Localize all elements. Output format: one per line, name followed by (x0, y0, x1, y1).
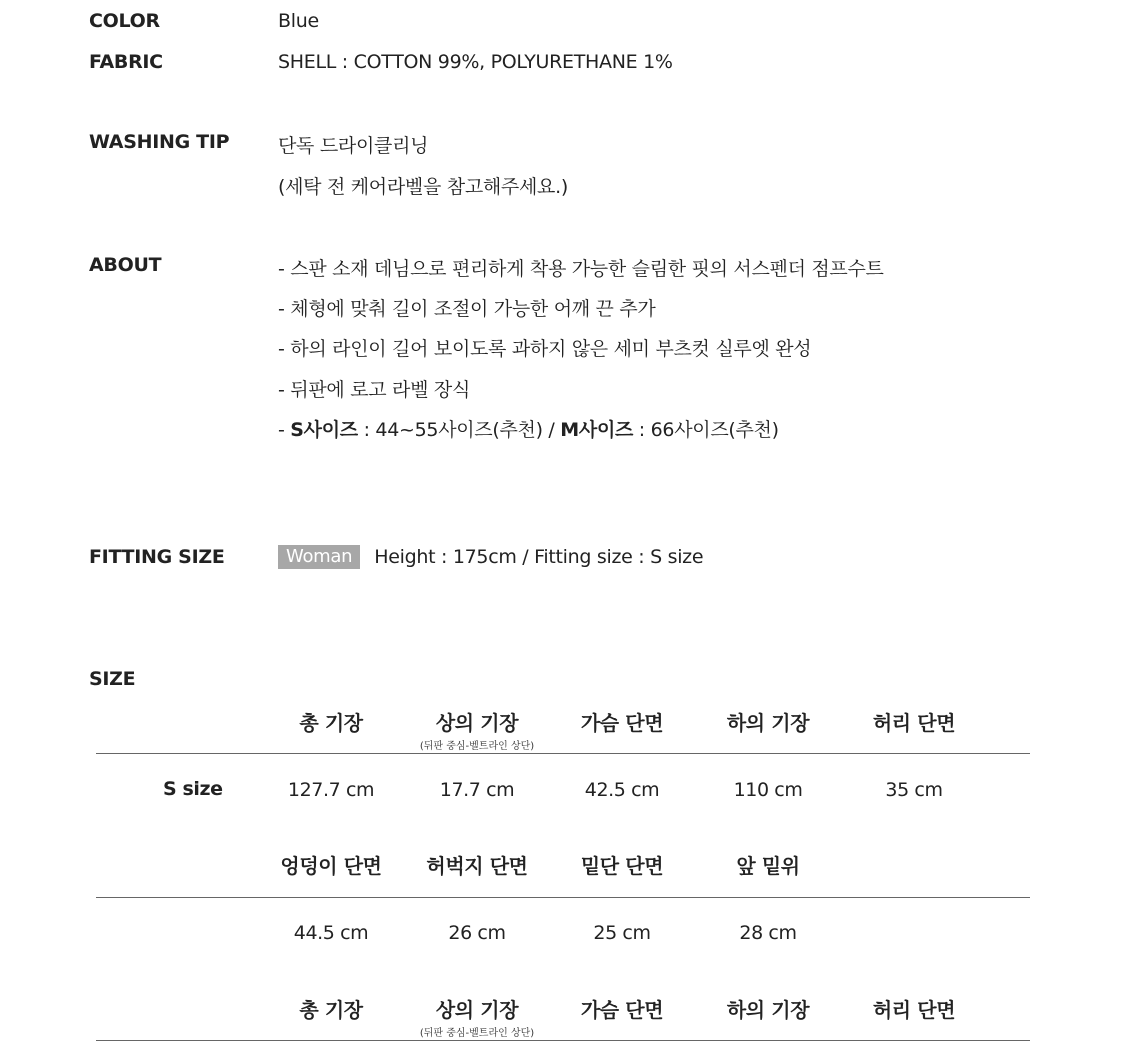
m-size-value: : 66사이즈(추천) (633, 419, 779, 441)
header-total-length: 총 기장 (299, 998, 363, 1022)
table-cell: 127.7 cm (287, 779, 375, 801)
header-chest-width: 가슴 단면 (580, 711, 664, 735)
washing-tip-label: WASHING TIP (89, 131, 230, 153)
s-size-row-label: S size (163, 778, 223, 800)
size-label: SIZE (89, 668, 136, 690)
header-front-rise: 앞 밑위 (736, 854, 800, 878)
about-line: - 스판 소재 데님으로 편리하게 착용 가능한 슬림한 핏의 서스펜더 점프수트 (278, 258, 884, 280)
s-size-value: : 44~55사이즈(추천) / (357, 419, 561, 441)
fabric-label: FABRIC (89, 51, 163, 73)
table-cell: 17.7 cm (439, 779, 515, 801)
header-note: (뒤판 중심-벨트라인 상단) (419, 741, 535, 752)
fabric-value: SHELL : COTTON 99%, POLYURETHANE 1% (278, 51, 673, 73)
header-bottom-length: 하의 기장 (726, 998, 810, 1022)
about-line: - 체형에 맞춰 길이 조절이 가능한 어깨 끈 추가 (278, 298, 656, 320)
header-waist-width: 허리 단면 (872, 998, 956, 1022)
header-hem-width: 밑단 단면 (580, 854, 664, 878)
s-size-label: S사이즈 (290, 419, 358, 441)
size-header-row (0, 850, 1125, 880)
fitting-size-label: FITTING SIZE (89, 546, 225, 568)
table-cell: 110 cm (733, 779, 803, 801)
header-top-length: 상의 기장 (435, 998, 519, 1022)
about-line: - 뒤판에 로고 라벨 장식 (278, 379, 471, 401)
divider (96, 1040, 1030, 1041)
table-cell: 26 cm (448, 922, 506, 944)
washing-tip-line: 단독 드라이클리닝 (278, 135, 429, 157)
header-top-length: 상의 기장 (435, 711, 519, 735)
about-size-prefix: - (278, 419, 291, 441)
about-line: - 하의 라인이 길어 보이도록 과하지 않은 세미 부츠컷 실루엣 완성 (278, 338, 812, 360)
fitting-size-info (278, 545, 703, 569)
size-header-row (0, 707, 1125, 737)
table-cell: 25 cm (593, 922, 651, 944)
about-label: ABOUT (89, 254, 162, 276)
fitting-size-text: Height : 175cm / Fitting size : S size (374, 546, 704, 568)
about-size-line (278, 415, 779, 442)
header-waist-width: 허리 단면 (872, 711, 956, 735)
divider (96, 897, 1030, 898)
header-total-length: 총 기장 (299, 711, 363, 735)
table-cell: 28 cm (739, 922, 797, 944)
header-hip-width: 엉덩이 단면 (280, 854, 382, 878)
header-chest-width: 가슴 단면 (580, 998, 664, 1022)
color-label: COLOR (89, 10, 160, 32)
table-row (0, 922, 1125, 952)
table-cell: 44.5 cm (293, 922, 369, 944)
divider (96, 753, 1030, 754)
table-cell: 42.5 cm (584, 779, 660, 801)
header-thigh-width: 허벅지 단면 (426, 854, 528, 878)
table-cell: 35 cm (885, 779, 943, 801)
washing-tip-note: (세탁 전 케어라벨을 참고해주세요.) (278, 176, 568, 198)
header-bottom-length: 하의 기장 (726, 711, 810, 735)
size-header-row (0, 994, 1125, 1024)
header-note: (뒤판 중심-벨트라인 상단) (419, 1028, 535, 1039)
woman-badge: Woman (278, 545, 360, 569)
color-value: Blue (278, 10, 319, 32)
table-row (0, 779, 1125, 809)
m-size-label: M사이즈 (560, 419, 634, 441)
